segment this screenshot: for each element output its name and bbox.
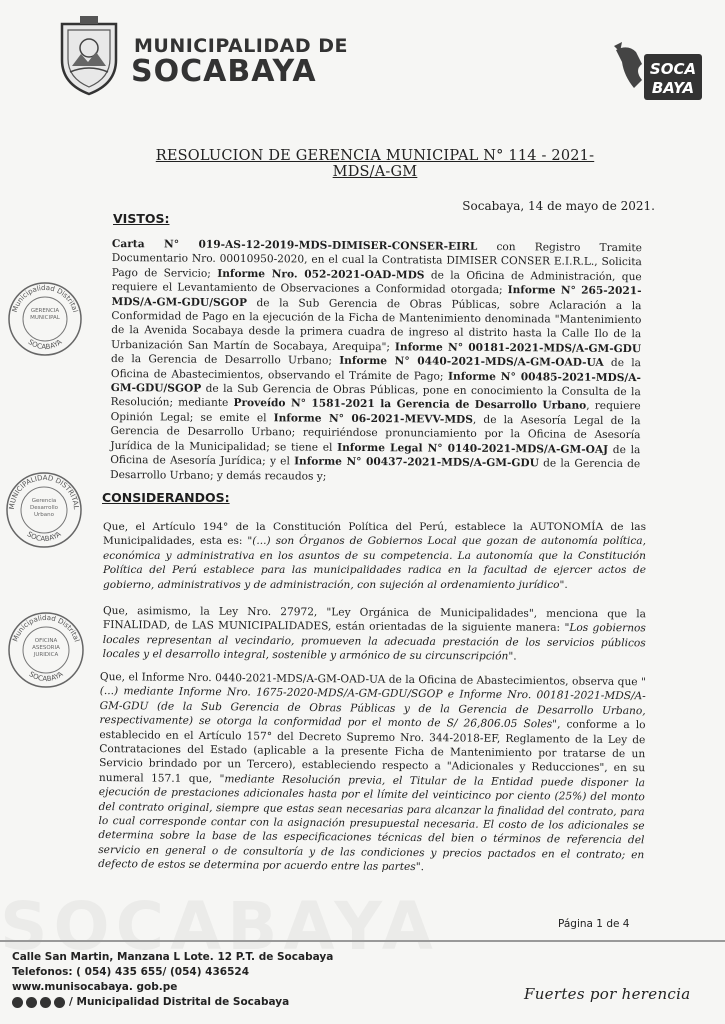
stamp-gerencia-municipal: Municipalidad Distrital SOCABAYA GERENCIA MUNICIPAL <box>6 280 84 358</box>
svg-text:SOCABAYA: SOCABAYA <box>26 337 64 352</box>
slogan: Fuertes por herencia <box>524 985 691 1003</box>
youtube-icon[interactable] <box>54 997 65 1008</box>
svg-text:MUNICIPALIDAD DISTRITAL: MUNICIPALIDAD DISTRITAL <box>7 473 81 510</box>
svg-text:Municipalidad Distrital: Municipalidad Distrital <box>10 283 80 314</box>
svg-text:SOCABAYA: SOCABAYA <box>27 670 65 684</box>
letterhead <box>0 0 725 112</box>
considerando-paragraph-3: Que, el Informe Nro. 0440-2021-MDS/A-GM-OAD-UA de la Oficina de Abastecimientos, observa que "(...) mediante Informe Nro. 1675-2020-MDS/A-GM-GDU/SGOP e Informe Nro. 00181-2021-MDS/A-GM-GDU (de la Sub Gerencia de Obras Públicas y de la Gerencia de Desarrollo Urbano, respectivamente) se otorga la conformidad por el monto de S/ 26,806.05 Soles", conforme a lo establecido en el Artículo 157° del Decreto Supremo Nro. 344-2018-EF, Reglamento de la Ley de Contrataciones del Estado (aplicable a la presente Ficha de Mantenimiento por tratarse de un Servicio brindado por un Tercero), estableciendo respecto a "Adicionales y Reducciones", en su numeral 157.1 que, "mediante Resolución previa, el Titular de la Entidad puede disponer la ejecución de prestaciones adicionales hasta por el límite del veinticinco por ciento (25%) del monto del contrato original, siempre que estas sean necesarias para alcanzar la finalidad del contrato, para lo cual corresponde contar con la asignación presupuestal necesaria. El costo de los adicionales se determina sobre la base de las especificaciones técnicas del bien o términos de referencia del servicio en general o de consultoría y de las condiciones y precios pactados en el contrato; en defecto de estos se determina por acuerdo entre las partes". <box>98 670 646 874</box>
vistos-heading: VISTOS: <box>113 211 170 226</box>
considerando-paragraph-2: Que, asimismo, la Ley Nro. 27972, "Ley Orgánica de Municipalidades", menciona que la FINALIDAD, de LAS MUNICIPALIDADES, están orientadas de la siguiente manera: "Los gobiernos locales representan al vecindario, promueven la adecuada prestación de los servicios públicos locales y el desarrollo integral, sostenible y armónico de su circunscripción". <box>102 605 646 663</box>
bull-logo-icon <box>612 40 704 104</box>
footer <box>12 950 333 1010</box>
svg-text:Municipalidad Distrital: Municipalidad Distrital <box>11 613 81 643</box>
facebook-icon[interactable] <box>12 997 23 1008</box>
org-name-line2: SOCABAYA <box>131 54 317 89</box>
footer-social-row <box>12 995 333 1010</box>
footer-website[interactable]: www.munisocabaya. gob.pe <box>12 981 178 993</box>
resolution-date: Socabaya, 14 de mayo de 2021. <box>462 199 655 213</box>
footer-phones: Telefonos: ( 054) 435 655/ (054) 436524 <box>12 966 249 978</box>
considerando-paragraph-1: Que, el Artículo 194° de la Constitución Política del Perú, establece la AUTONOMÍA de las Municipalidades, esta es: "(...) son Órganos de Gobiernos Local que gozan de autonomía política, económica y administrativa en los asuntos de su competencia. La autonomía que la Constitución Política del Perú establece para las municipalidades radica en la facultad de ejercer actos de gobierno, administrativos y de administración, con sujeción al ordenamiento jurídico". <box>103 521 646 591</box>
municipal-seal-icon <box>54 14 124 96</box>
stamp-asesoria-juridica: Municipalidad Distrital SOCABAYA OFICINA ASESORIA JURIDICA <box>6 610 86 690</box>
considerandos-heading: CONSIDERANDOS: <box>102 490 230 505</box>
footer-address: Calle San Martin, Manzana L Lote. 12 P.T. de Socabaya <box>12 951 334 963</box>
footer-divider <box>0 940 725 942</box>
page-number: Página 1 de 4 <box>558 918 630 930</box>
twitter-icon[interactable] <box>40 997 51 1008</box>
vistos-paragraph: Carta N° 019-AS-12-2019-MDS-DIMISER-CONSER-EIRL con Registro Tramite Documentario Nro. 00010950-2020, en el cual la Contratista DIMISER CONSER E.I.R.L., Solicita Pago de Servicio; Informe Nro. 052-2021-OAD-MDS de la Oficina de Administración, que requiere el Levantamiento de Observaciones a Conformidad otorgada; Informe N° 265-2021-MDS/A-GM-GDU/SGOP de la Sub Gerencia de Obras Públicas, sobre Aclaración a la Conformidad de Pago en la ejecución de la Ficha de Mantenimiento denominada "Mantenimiento de la Avenida Socabaya desde la primera cuadra de ingreso al distrito hasta la Calle Ilo de la Urbanización San Martín de Socabaya, Arequipa"; Informe N° 00181-2021-MDS/A-GM-GDU de la Gerencia de Desarrollo Urbano; Informe N° 0440-2021-MDS/A-GM-OAD-UA de la Oficina de Abastecimientos, observando el Trámite de Pago; Informe N° 00485-2021-MDS/A-GM-GDU/SGOP de la Sub Gerencia de Obras Públicas, pone en conocimiento la Consulta de la Resolución; mediante Proveído N° 1581-2021 la Gerencia de Desarrollo Urbano, requiere Opinión Legal; se emite el Informe N° 06-2021-MEVV-MDS, de la Asesoría Legal de la Gerencia de Desarrollo Urbano; requiriéndose pronunciamiento por la Oficina de Asesoría Jurídica de la Municipalidad; se tiene el Informe Legal N° 0140-2021-MDS/A-GM-OAJ de la Oficina de Asesoría Jurídica; y el Informe N° 00437-2021-MDS/A-GM-GDU de la Gerencia de Desarrollo Urbano; y demás recaudos y; <box>110 237 642 483</box>
instagram-icon[interactable] <box>26 997 37 1008</box>
svg-text:BAYA: BAYA <box>651 79 695 97</box>
svg-text:SOCABAYA: SOCABAYA <box>25 530 63 544</box>
stamp-gerencia-desarrollo-urbano: MUNICIPALIDAD DISTRITAL SOCABAYA Gerencia Desarrollo Urbano <box>4 470 84 550</box>
footer-social-label: / Municipalidad Distrital de Socabaya <box>69 996 290 1008</box>
svg-text:SOCA: SOCA <box>649 60 697 78</box>
org-name-line1: MUNICIPALIDAD DE <box>134 35 348 57</box>
resolution-title: RESOLUCION DE GERENCIA MUNICIPAL N° 114 - 2021-MDS/A-GM <box>155 148 595 180</box>
